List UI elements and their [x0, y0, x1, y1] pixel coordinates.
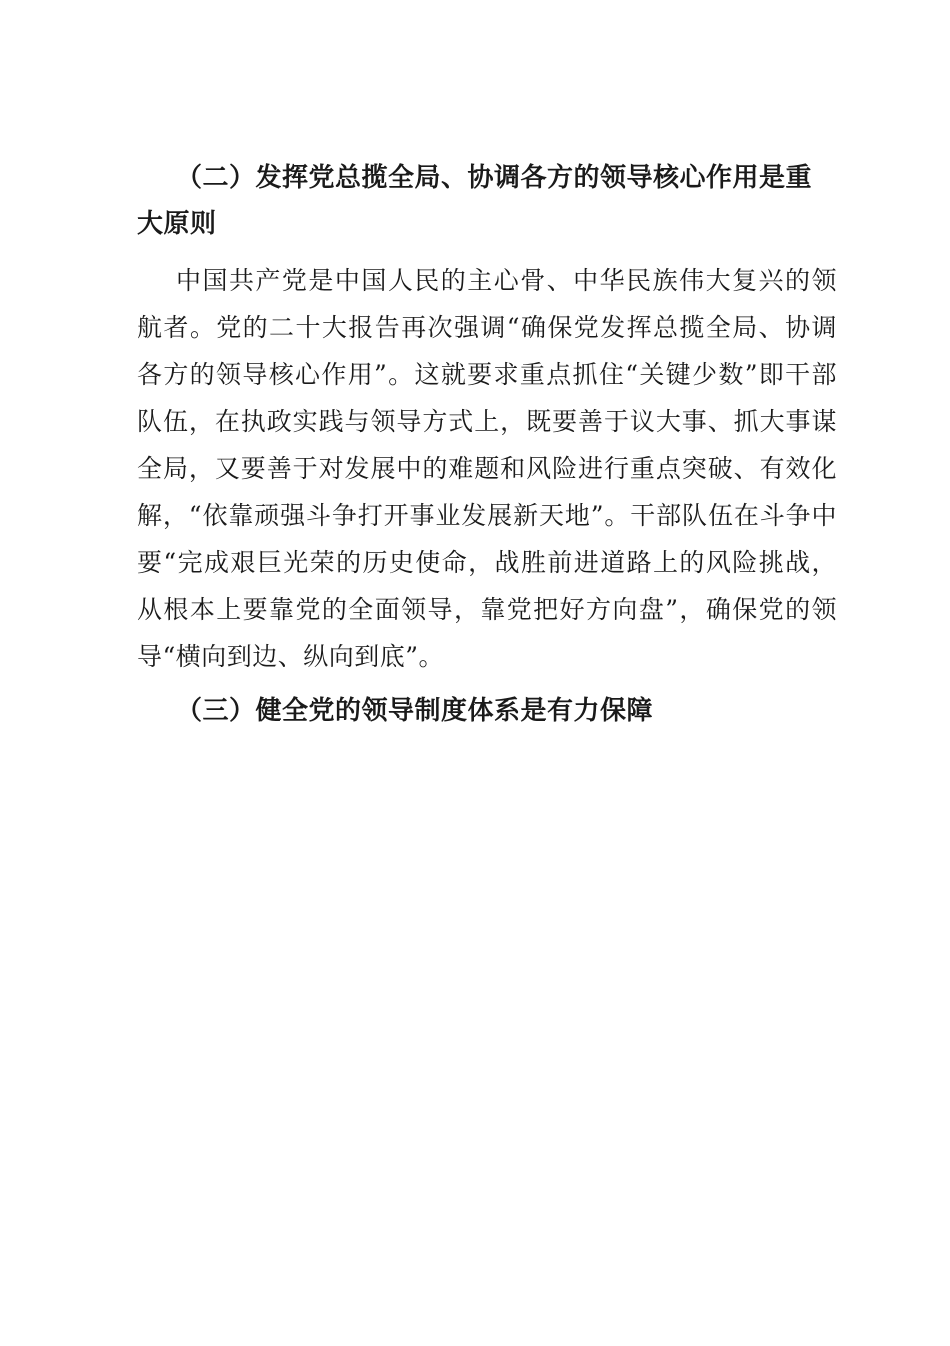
- section-heading-3: （三）健全党的领导制度体系是有力保障: [176, 696, 654, 726]
- section-heading-2: （二）发挥党总揽全局、协调各方的领导核心作用是重大原则: [137, 163, 813, 239]
- body-paragraph: 中国共产党是中国人民的主心骨、中华民族伟大复兴的领航者。党的二十大报告再次强调“确保党发挥总揽全局、协调各方的领导核心作用”。这就要求重点抓住“关键少数”即干部队伍，在执政实践与领导方式上，既要善于议大事、抓大事谋全局，又要善于对发展中的难题和风险进行重点突破、有效化解，“依靠顽强斗争打开事业发展新天地”。干部队伍在斗争中要“完成艰巨光荣的历史使命，战胜前进道路上的风险挑战，从根本上要靠党的全面领导，靠党把好方向盘”，确保党的领导“横向到边、纵向到底”。: [137, 266, 837, 671]
- document-content: [137, 155, 837, 734]
